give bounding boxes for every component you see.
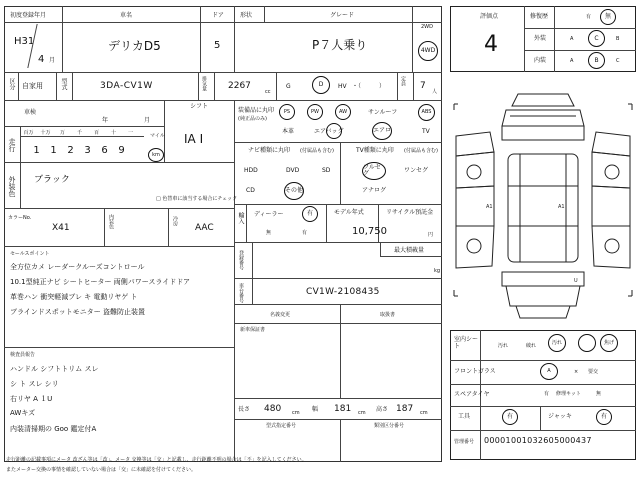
inspection-year-unit: 年 [102,117,109,124]
divider [234,204,442,205]
reg-month-unit: 月 [49,57,56,64]
divider [340,304,341,398]
mileage-digit: 6 [101,145,108,156]
mileage-units [20,129,150,137]
inspector-note-line: 右リヤ A １U [10,395,53,403]
capacity-value: 7 [420,81,426,91]
fuel-g: G [286,83,291,90]
spare-label: スペアタイヤ [454,391,490,398]
capacity-label: 定員 [400,76,406,86]
drive-4wd-circled: 4WD [418,41,438,61]
height-label: 高さ [376,406,389,413]
exterior-label: 外装 [534,35,547,42]
color-value: ブラック [34,175,70,185]
footer-note: 走行距離の記載事項にメータ 改ざん等は「改」、メータ 交換等は「交」と記載し、走行距離不明の場合は「不」を記入してください。 [6,457,307,463]
use-label: 区分 [8,78,15,90]
mgmt-value: 00001001032605000437 [484,436,592,445]
divider [234,100,235,462]
mileage-digit: 3 [84,145,91,156]
mileage-meter-label: マイル [150,133,165,139]
score-value: 4 [484,32,498,57]
cc-unit: cc [265,89,271,95]
divider [104,208,105,246]
class-label: 類別区分番号 [374,423,405,429]
mileage-digit: 9 [118,145,125,156]
grade-label: グレード [330,12,355,19]
footer-note: またメーター交換の事情を確認していない場合は「交」に未確認を付けてください。 [6,467,197,473]
navi-sd: SD [322,167,331,174]
divider [412,6,413,72]
inspector-notes-label: 検査員報告 [10,352,36,358]
width-label: 幅 [312,406,319,413]
roof-view [508,154,578,262]
doors-label: ドア [212,12,224,19]
divider [4,208,234,209]
displacement-label: 排気量 [201,76,207,91]
equip-pw-circled: PW [307,104,323,120]
mileage-digits [28,145,148,157]
grade-a-int: A [570,58,574,64]
length-label: 長さ [238,406,251,413]
divider [20,162,21,208]
unit-label: 万 [59,130,65,136]
docs-transfer: 名義変更 [270,312,291,318]
exterior-grade-circled: C [588,30,605,47]
divider [524,6,525,72]
divider [4,126,164,127]
divider [18,72,19,100]
unit-label: 一 [127,130,133,136]
equip-aw-circled: AW [335,104,351,120]
damage-mark: A1 [486,204,493,210]
model-year-label: モデル年式 [334,209,364,216]
reg-month: 4 [38,54,45,65]
navi-other-circled: その他 [284,182,304,200]
seat-item: 汚れ [498,343,509,349]
model-cert-label: 型式指定番号 [266,423,297,429]
divider [450,360,636,361]
damage-mark: U [574,278,578,284]
divider [72,72,73,100]
model-value: 3DA-CV1W [100,81,153,91]
car-name: デリカD5 [108,39,161,53]
navi-label: ナビ種類に丸印 [248,147,291,154]
unit-label: 十万 [40,130,51,136]
interior-label: 内装 [534,57,547,64]
divider [413,72,414,100]
divider [4,347,234,348]
inspector-note-line: シ ト スレ シリ [10,380,59,388]
divider [397,72,398,100]
grade-c-int: C [616,58,620,64]
divider [234,242,442,243]
divider [340,419,341,462]
divider [326,204,327,242]
divider [4,162,234,163]
max-load-label: 最大積載量 [394,247,425,254]
divider [4,246,234,247]
divider [252,242,253,278]
seat-dirty-circled: 汚れ [548,334,566,352]
divider [246,204,247,242]
divider [276,72,277,100]
import-label: 輸入 [237,212,244,224]
divider [56,72,57,100]
equip-airbag: エアバッグ [314,128,344,135]
glass-a-circled: A [540,363,558,380]
chassis-value: CV1W-2108435 [306,287,380,297]
divider [234,398,442,399]
docs-record: 取扱書 [380,312,396,318]
divider [168,208,169,246]
divider [4,100,442,101]
repair-none-circled: 無 [600,9,616,25]
equip-abs-circled: ABS [418,104,435,121]
aircon-label: 冷房 [172,216,178,226]
score-label: 評価点 [480,13,499,20]
divider [450,430,636,431]
repair-yes: 有 [586,14,592,20]
repair-label: 修復歴 [530,13,549,20]
sales-point-line: 全方位カメ レーダークルーズコントロール [10,263,145,271]
damage-mark: A1 [558,204,565,210]
inspector-note-line: ハンドル シフトトリム スレ [10,365,99,373]
mileage-digit: 2 [67,145,74,156]
equip-leather: 本革 [282,128,295,135]
divider [234,142,442,143]
unit-label: 百万 [23,130,34,136]
capacity-unit: 人 [432,89,438,95]
trim-label: カラーNo. [8,215,32,221]
fuel-other: ・（ ） [352,83,386,90]
glass-replace: 要交 [588,369,599,375]
docs-label: 新車保証書 [240,327,266,333]
grade-value: P７人乗り [312,38,368,52]
navi-cd: CD [246,187,255,194]
shape-label: 形状 [240,12,253,19]
divider [380,242,381,256]
sales-point-line: 10.1型純正ナビ シートヒーター 両側パワースライドドア [10,278,190,286]
divider [340,142,341,204]
seat-burn-circled: 焦げ [600,334,618,352]
import-dealer-circled: 有 [302,206,318,222]
interior-color-label: 内装色 [108,214,114,229]
mileage-digit: 1 [50,145,57,156]
tv-type-sublabel: (付属品も含む) [404,148,438,154]
divider [234,304,442,305]
import-parallel-yes: 有 [302,230,308,236]
navi-hdd: HDD [244,167,258,174]
width-unit: cm [358,410,366,416]
equip-sunroof: サンルーフ [368,109,398,116]
spare-none: 無 [596,391,602,397]
inspector-note-line: 内装清掃期の Goo 鑑定付A [10,425,97,433]
height-value: 187 [396,404,414,414]
recycle-label: リサイクル預託金 [386,209,434,216]
tools-circled: 有 [502,409,518,425]
mileage-km-circled: km [148,148,164,162]
chassis-label: 車台番号 [238,283,244,303]
shift-label: シフト [190,103,209,110]
divider [380,256,442,257]
mileage-digit: 1 [33,145,40,156]
glass-x: × [574,369,579,375]
tv-analog: アナログ [362,187,387,194]
model-label: 型式 [60,78,67,90]
divider [234,323,442,324]
divider [164,100,165,162]
height-unit: cm [420,410,428,416]
import-none: 無 [266,230,272,236]
divider [4,22,442,23]
seat-item: 破れ [526,343,537,349]
grade-a: A [570,36,574,42]
interior-grade-circled: B [588,52,605,69]
spare-repair-kit: 修理キット [556,391,581,397]
tools-label: 工具 [458,413,471,420]
equipment-label: 装備品に丸印 [238,107,275,114]
displacement-value: 2267 [228,81,251,91]
trim-value: X41 [52,223,70,233]
tv-fullseg-circled: フルセグ [362,162,386,180]
front-view [512,94,574,106]
divider [554,6,555,72]
unit-label: 千 [76,130,82,136]
equip-ps-circled: PS [279,104,295,120]
divider [214,72,215,100]
divider [524,28,636,29]
divider [540,406,541,430]
divider [234,278,442,279]
equip-aero-circled: エアロ [372,122,392,140]
divider [450,406,636,407]
divider [524,50,636,51]
navi-sublabel: (付属品も含む) [300,148,334,154]
drive-2wd: 2WD [421,24,433,30]
length-unit: cm [292,410,300,416]
unit-label: 十 [110,130,116,136]
equip-tv: TV [422,128,430,135]
seat-circle [578,334,596,352]
divider [234,6,235,72]
import-dealer: ディーラー [254,211,284,218]
divider [264,6,265,22]
mgmt-label: 管理番号 [454,439,475,445]
vehicle-id-label: 登録番号 [238,250,244,270]
rear-view [502,272,584,286]
recycle-value: 10,750 [352,226,387,237]
color-label: 外装色 [8,176,16,197]
divider [200,6,201,72]
jack-label: ジャッキ [548,413,572,420]
sales-point-line: 革巻ハン 衝突軽減ブレ キ 電動リヤゲ ト [10,293,138,301]
reg-date-label: 初度登録年月 [10,12,47,19]
tv-type-label: TV種類に丸印 [356,147,394,154]
sales-points-label: セールスポイント [10,251,50,257]
divider [4,72,442,73]
divider [234,419,442,420]
glass-label: フロントガラス [454,368,496,375]
divider [450,384,636,385]
navi-dvd: DVD [286,167,300,174]
seat-label: 室内シート [454,336,479,351]
color-change-note: □ 色替車に該当する場合にチェック [156,196,238,202]
equipment-sublabel: (純正品のみ) [238,116,267,122]
fuel-hv: HV [338,83,347,90]
sales-point-line: ブラインドスポットモニター 盗難防止装置 [10,308,145,316]
divider [198,72,199,100]
jack-circled: 有 [596,409,612,425]
aircon-value: AAC [195,223,214,233]
width-value: 181 [334,404,352,414]
grade-b-ext: B [616,36,620,42]
mileage-label: 走行 [8,138,16,152]
max-load-unit: kg [434,268,441,274]
use-value: 自家用 [22,82,43,90]
tv-oneseg: ワンセグ [404,167,429,174]
shift-value: IA I [184,132,204,146]
fuel-d-circled: D [312,76,330,94]
vehicle-diagram [450,76,636,326]
unit-label: 百 [93,130,99,136]
inspection-label: 車検 [24,109,37,116]
car-name-label: 車名 [120,12,133,19]
doors-value: 5 [214,40,221,51]
spare-ok: 有 [544,391,550,397]
recycle-unit: 円 [428,232,434,238]
reg-year: H31 [14,36,35,47]
inspection-month-unit: 月 [144,117,151,124]
length-value: 480 [264,404,282,414]
divider [252,278,253,304]
inspector-note-line: AWキズ [10,409,36,417]
